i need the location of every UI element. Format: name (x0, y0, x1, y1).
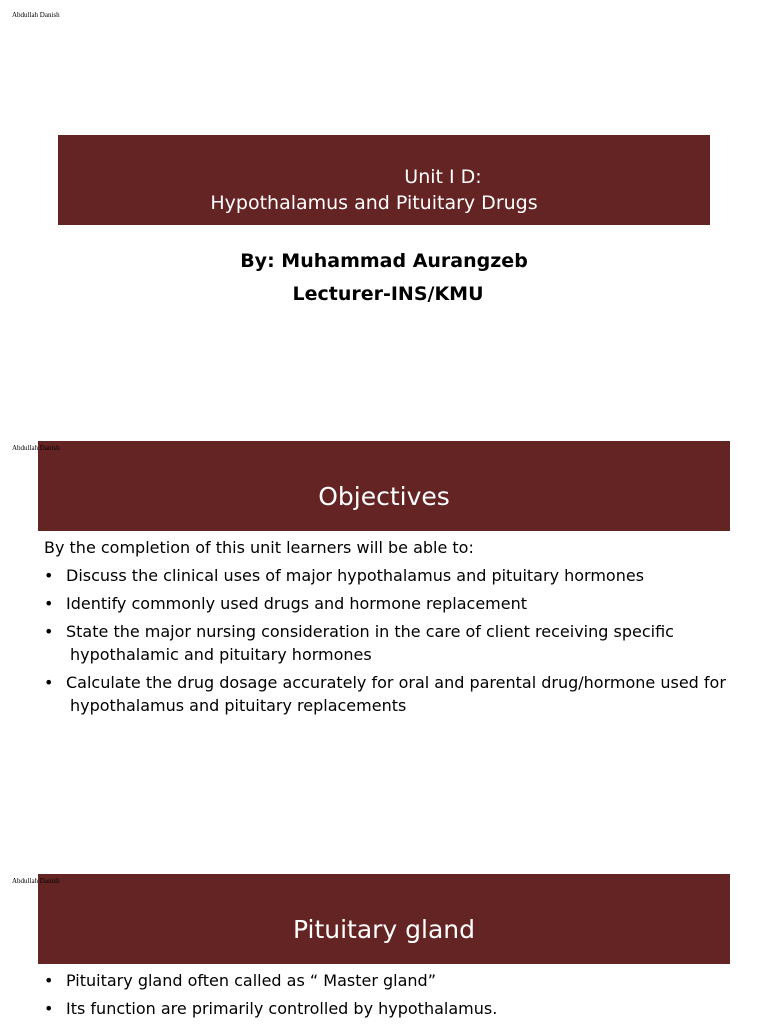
objectives-intro: By the completion of this unit learners will be able to: (44, 538, 474, 557)
list-item (44, 969, 734, 992)
bullet-icon: • (44, 673, 54, 692)
list-item (44, 620, 734, 666)
list-item-text: Discuss the clinical uses of major hypothalamus and pituitary hormones (66, 566, 645, 585)
list-item-continuation: hypothalamus and pituitary replacements (70, 696, 407, 715)
bullet-icon: • (44, 999, 54, 1018)
bullet-icon: • (44, 566, 54, 585)
list-item-continuation: hypothalamic and pituitary hormones (70, 645, 372, 664)
bullet-icon: • (44, 594, 54, 613)
pituitary-banner (38, 874, 730, 964)
unit-subtitle: Hypothalamus and Pituitary Drugs (210, 192, 538, 214)
title-banner (58, 135, 710, 225)
list-item (44, 671, 734, 717)
watermark-slide3: Abdullah Danish (12, 877, 60, 885)
author-name: By: Muhammad Aurangzeb (240, 250, 528, 272)
bullet-icon: • (44, 622, 54, 641)
watermark-slide2: Abdullah Danish (12, 444, 60, 452)
list-item-text: State the major nursing consideration in the care of client receiving specific (66, 622, 674, 641)
objectives-title: Objectives (318, 482, 450, 511)
bullet-icon: • (44, 971, 54, 990)
objectives-list (44, 564, 734, 722)
watermark-slide1: Abdullah Danish (12, 11, 60, 19)
pituitary-title: Pituitary gland (292, 915, 476, 944)
author-role: Lecturer-INS/KMU (292, 283, 484, 305)
list-item-text: Pituitary gland often called as “ Master gland” (66, 971, 436, 990)
list-item (44, 564, 734, 587)
list-item-text: Calculate the drug dosage accurately for oral and parental drug/hormone used for (66, 673, 726, 692)
pituitary-list (44, 969, 734, 1025)
list-item-text: Identify commonly used drugs and hormone replacement (66, 594, 528, 613)
list-item-text: Its function are primarily controlled by hypothalamus. (66, 999, 498, 1018)
list-item (44, 592, 734, 615)
objectives-banner (38, 441, 730, 531)
unit-title: Unit I D: (404, 166, 482, 188)
list-item (44, 997, 734, 1020)
